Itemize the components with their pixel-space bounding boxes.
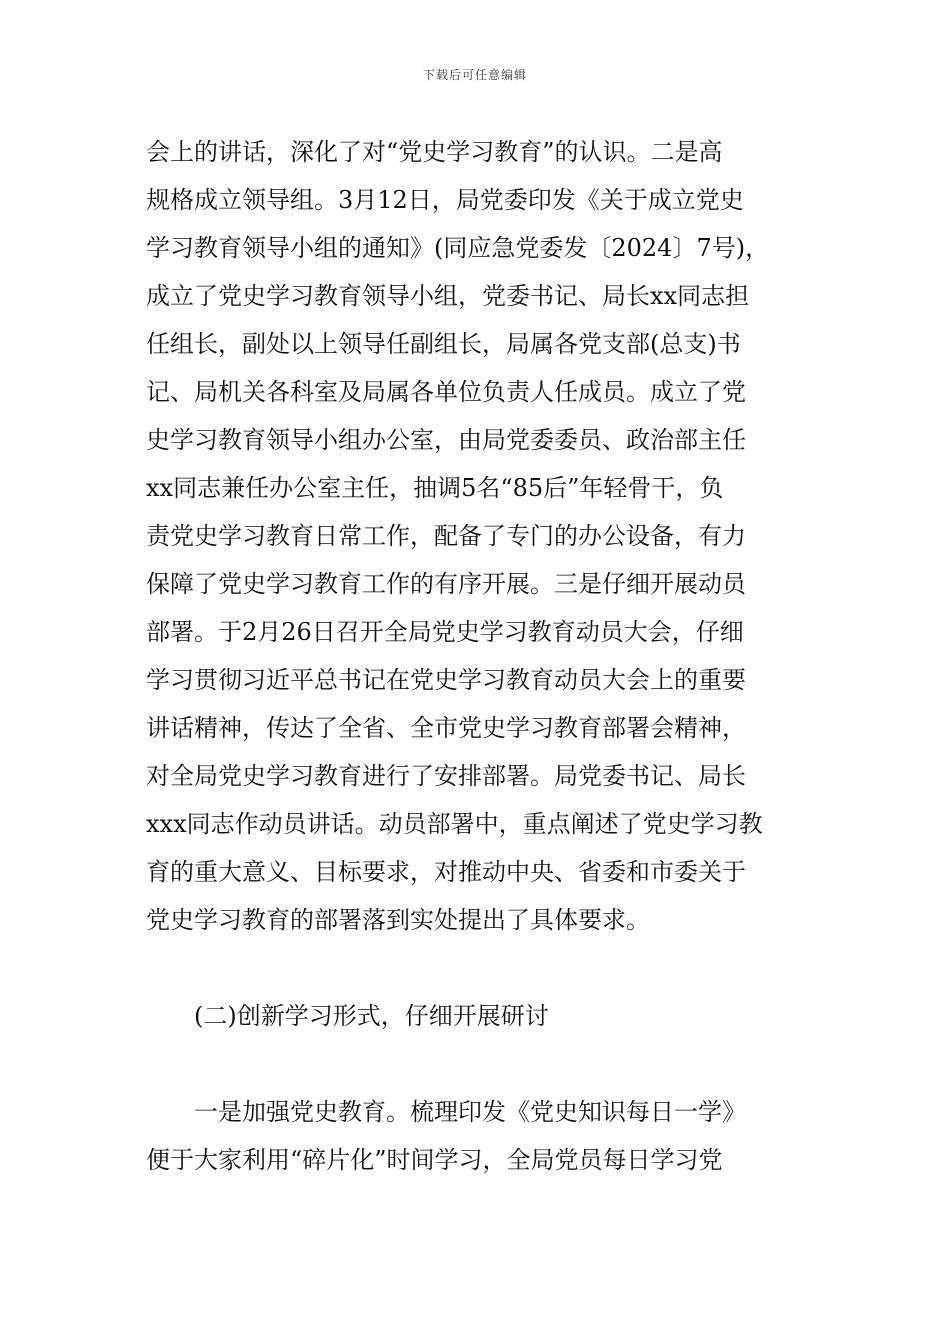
paragraph-line: 对全局党史学习教育进行了安排部署。局党委书记、局长: [146, 762, 746, 790]
paragraph-line: xx同志兼任办公室主任，抽调5名“85后”年轻骨干，负: [146, 474, 724, 502]
paragraph-line: 会上的讲话，深化了对“党史学习教育”的认识。二是高: [146, 138, 723, 166]
page-header: 下载后可任意编辑: [422, 68, 527, 82]
paragraph-line: 讲话精神，传达了全省、全市党史学习教育部署会精神，: [146, 714, 746, 742]
paragraph-line: 部署。于2月26日召开全局党史学习教育动员大会，仔细: [146, 618, 744, 646]
paragraph: [146, 128, 816, 944]
paragraph-spacer: [146, 1040, 816, 1088]
section-heading: (二)创新学习形式，仔细开展研讨: [194, 1002, 549, 1030]
paragraph-line: 记、局机关各科室及局属各单位负责人任成员。成立了党: [146, 378, 746, 406]
paragraph: [146, 1088, 816, 1184]
paragraph-line: 便于大家利用“碎片化”时间学习，全局党员每日学习党: [146, 1146, 723, 1174]
paragraph-line: 育的重大意义、目标要求，对推动中央、省委和市委关于: [146, 858, 746, 886]
paragraph-line: 责党史学习教育日常工作，配备了专门的办公设备，有力: [146, 522, 746, 550]
paragraph-line: xxx同志作动员讲话。动员部署中，重点阐述了党史学习教: [146, 810, 763, 838]
paragraph-line: 学习教育领导小组的通知》(同应急党委发〔2024〕7号)，: [146, 234, 770, 262]
paragraph-line: 保障了党史学习教育工作的有序开展。三是仔细开展动员: [146, 570, 746, 598]
paragraph-line: 史学习教育领导小组办公室，由局党委委员、政治部主任: [146, 426, 746, 454]
paragraph-line: 任组长，副处以上领导任副组长，局属各党支部(总支)书: [146, 330, 741, 358]
paragraph-line: 学习贯彻习近平总书记在党史学习教育动员大会上的重要: [146, 666, 746, 694]
paragraph-line: 党史学习教育的部署落到实处提出了具体要求。: [146, 906, 650, 934]
paragraph-spacer: [146, 944, 816, 992]
paragraph-line: 成立了党史学习教育领导小组，党委书记、局长xx同志担: [146, 282, 750, 310]
paragraph-line: 规格成立领导组。3月12日，局党委印发《关于成立党史: [146, 186, 744, 214]
paragraph-line: 一是加强党史教育。梳理印发《党史知识每日一学》: [194, 1098, 746, 1126]
document-body: [146, 128, 816, 1184]
